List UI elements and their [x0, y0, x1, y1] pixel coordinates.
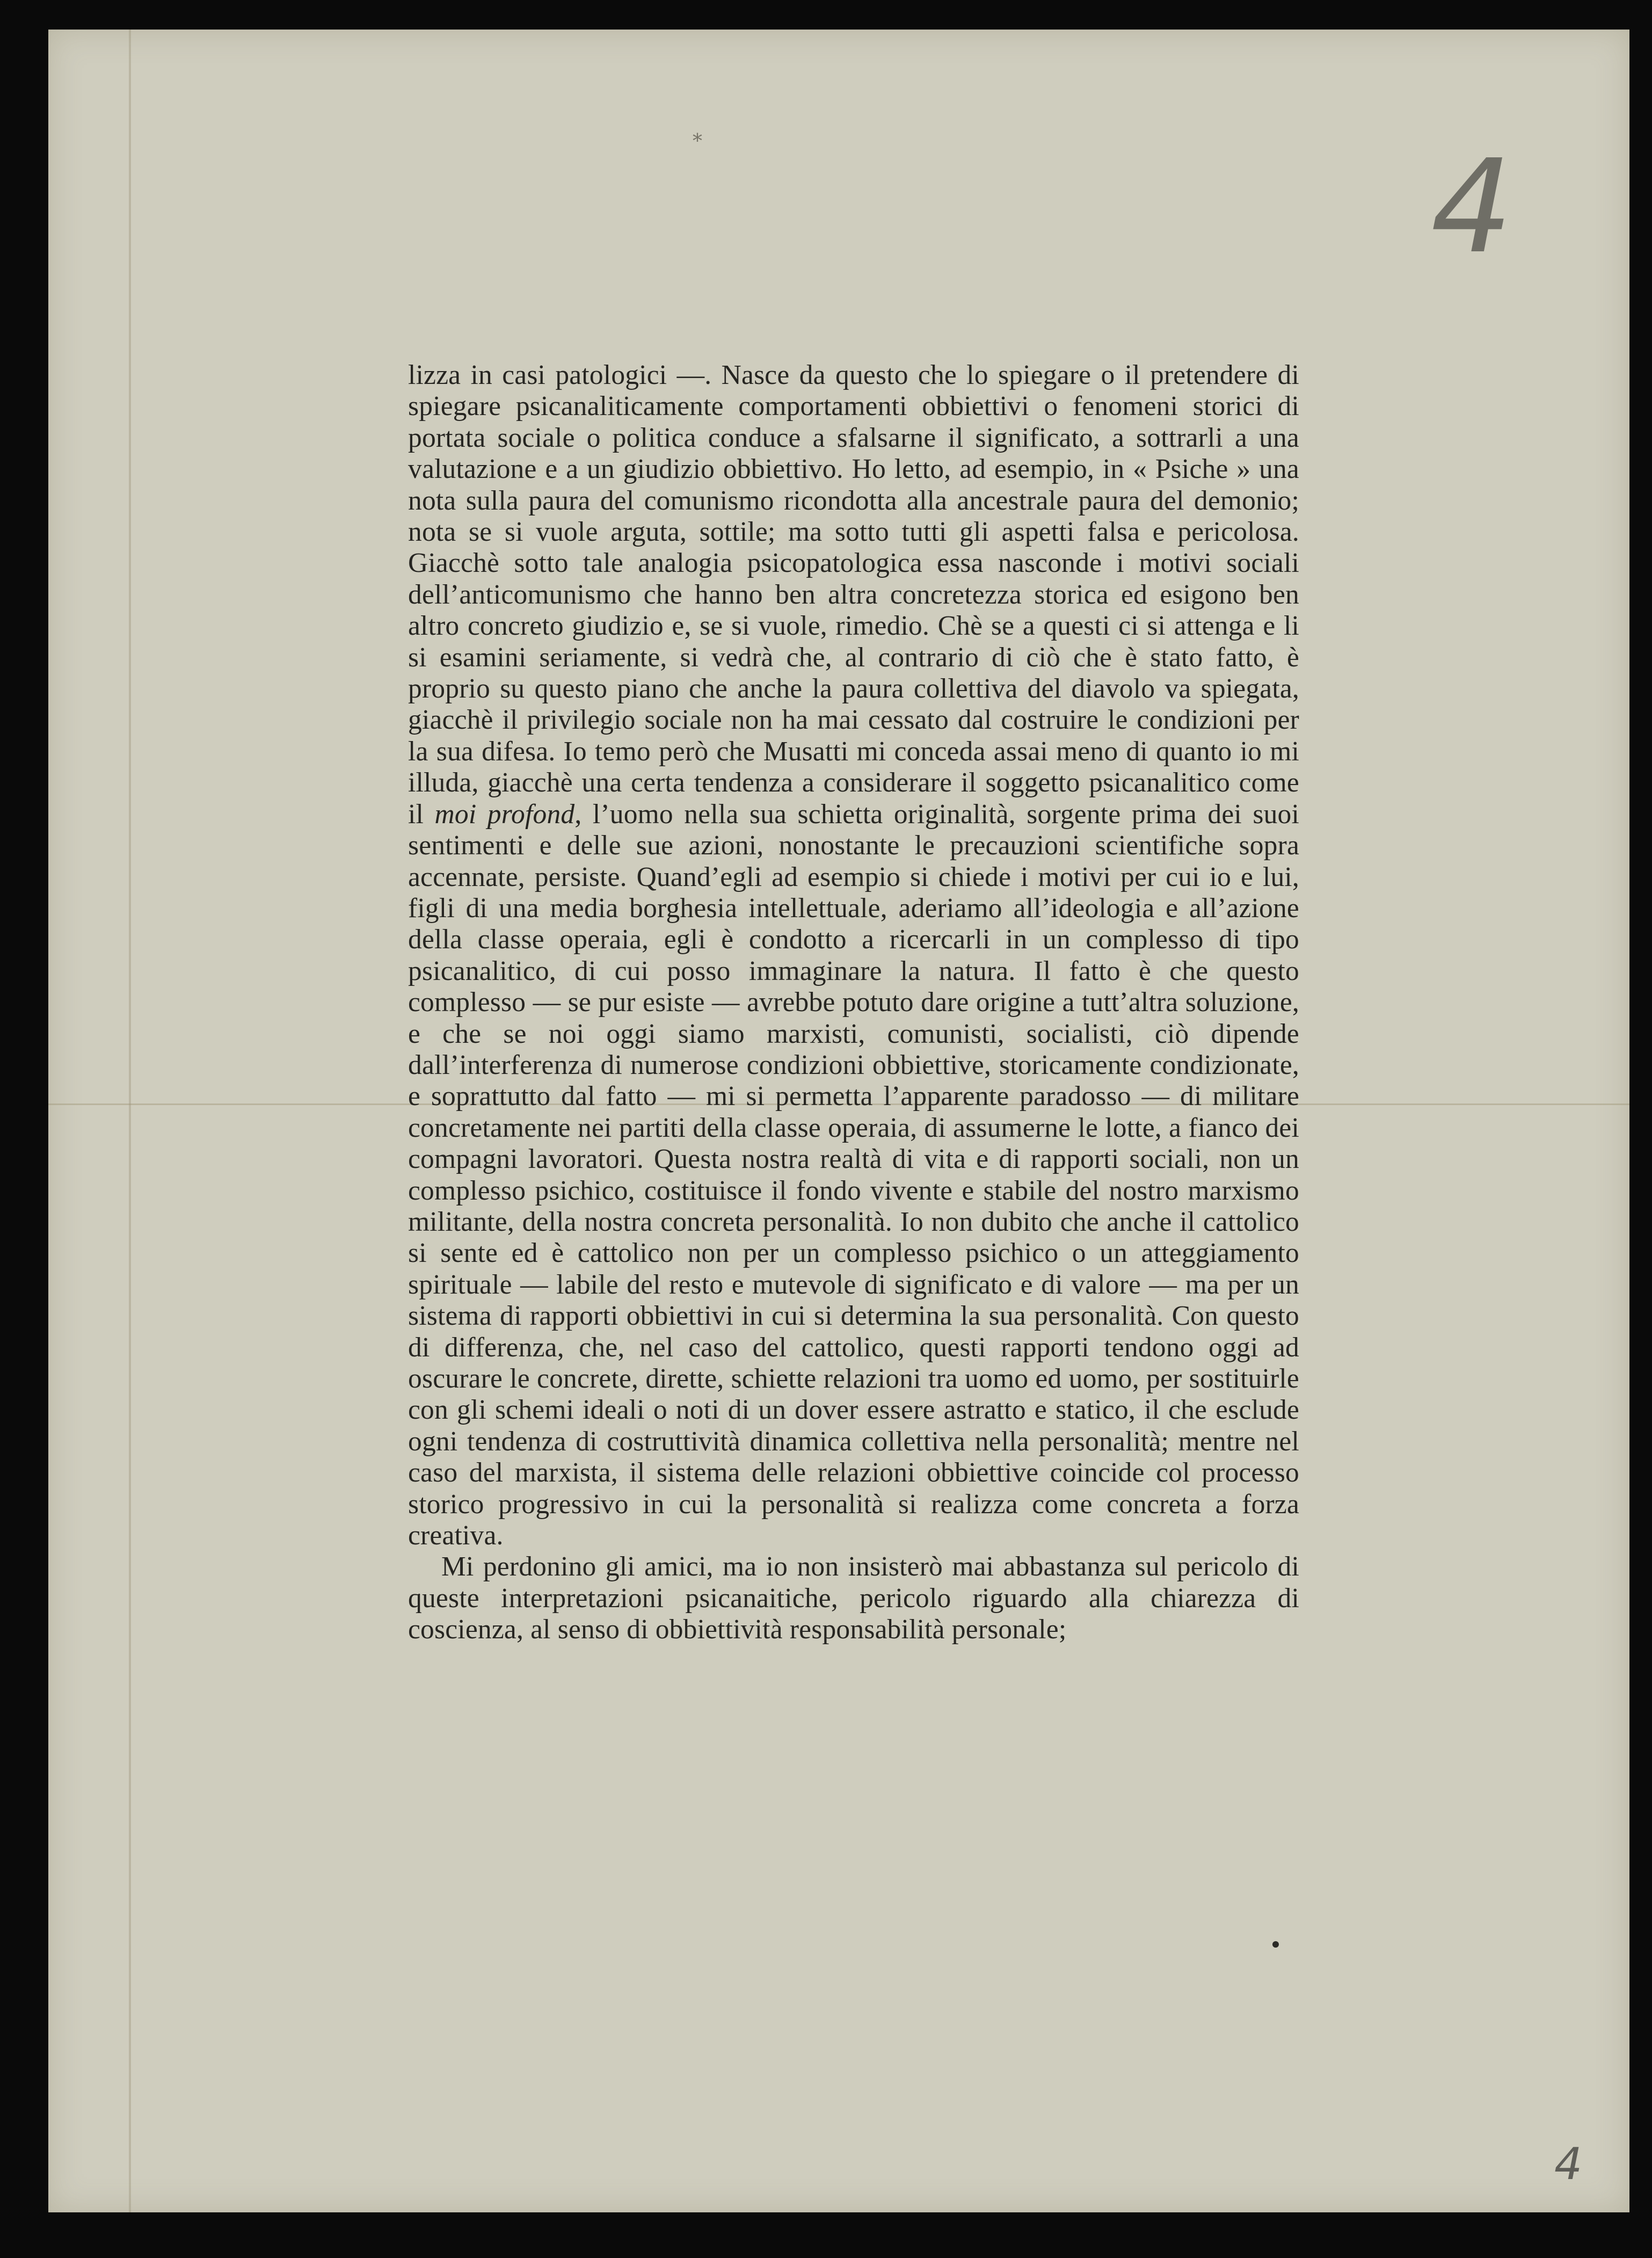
paragraph-1-text-a: lizza in casi patologici —. Nasce da questo che lo spiegare o il pretendere di spiegare psicanaliticamente comportamenti obbiettivi o fenomeni storici di portata sociale o politica conduce a sfalsarne il significato, a sottrarli a una valutazione e a un giudizio obbiettivo. Ho letto, ad esempio, in « Psiche » una nota sulla paura del comunismo ricondotta alla ancestrale paura del demonio; nota se si vuole arguta, sottile; ma sotto tutti gli aspetti falsa e pericolosa. Giacchè sotto tale analogia psicopatologica essa nasconde i motivi sociali dell’anticomunismo che hanno ben altra concretezza storica ed esigono ben altro concreto giudizio e, se si vuole, rimedio. Chè se a questi ci si attenga e li si esamini seriamente, si vedrà che, al contrario di ciò che è stato fatto, è proprio su questo piano che anche la paura collettiva del diavolo va spiegata, giacchè il privilegio sociale non ha mai cessato dal costruire le condizioni per la sua difesa. Io temo però che Musatti mi conceda assai meno di quanto io mi illuda, giacchè una certa tendenza a considerare il soggetto psicanalitico come il: [408, 360, 1299, 830]
body-text: [408, 360, 1299, 1646]
paragraph-1-text-b: , l’uomo nella sua schietta originalità, sorgente prima dei suoi sentimenti e delle sue azioni, nonostante le precauzioni scientifiche sopra accennate, persiste. Quand’egli ad esempio si chiede i motivi per cui io e lui, figli di una media borghesia intellettuale, aderiamo all’ideologia e all’azione della classe operaia, egli è condotto a ricercarli in un complesso di tipo psicanalitico, di cui posso immaginare la natura. Il fatto è che questo complesso — se pur esiste — avrebbe potuto dare origine a tutt’altra soluzione, e che se noi oggi siamo marxisti, comunisti, socialisti, ciò dipende dall’interferenza di numerose condizioni obbiettive, storicamente condizionate, e soprattutto dal fatto — mi si permetta l’apparente paradosso — di militare concretamente nei partiti della classe operaia, di assumerne le lotte, a fianco dei compagni lavoratori. Questa nostra realtà di vita e di rapporti sociali, non un complesso psichico, costituisce il fondo vivente e stabile del nostro marxismo militante, della nostra concreta personalità. Io non dubito che anche il cattolico si sente ed è cattolico non per un complesso psichico o un atteggiamento spirituale — labile del resto e mutevole di significato e di valore — ma per un sistema di rapporti obbiettivi in cui si determina la sua personalità. Con questo di differenza, che, nel caso del cattolico, questi rapporti tendono oggi ad oscurare le concrete, dirette, schiette relazioni tra uomo ed uomo, per sostituirle con gli schemi ideali o noti di un dover essere astratto e statico, il che esclude ogni tendenza di costruttività dinamica collettiva nella personalità; mentre nel caso del marxista, il sistema delle relazioni obbiettive coincide col processo storico progressivo in cui la personalità si realizza come concreta a forza creativa.: [408, 798, 1299, 1551]
binding-edge: [129, 30, 131, 2212]
paragraph-1-italic-phrase: moi profond: [434, 798, 575, 830]
ink-mark: ⁎: [693, 124, 702, 146]
paragraph-1: [408, 360, 1299, 1551]
ink-dot: [1272, 1941, 1279, 1948]
paragraph-2: Mi perdonino gli amici, ma io non insisterò mai abbastanza sul pericolo di queste interpretazioni psicanaitiche, pericolo riguardo alla chiarezza di coscienza, al senso di obbiettività responsabilità personale;: [408, 1551, 1299, 1645]
document-page: [48, 30, 1629, 2212]
handwritten-page-number-bottom: 4: [1554, 2139, 1583, 2190]
handwritten-page-number-top: 4: [1431, 132, 1513, 282]
